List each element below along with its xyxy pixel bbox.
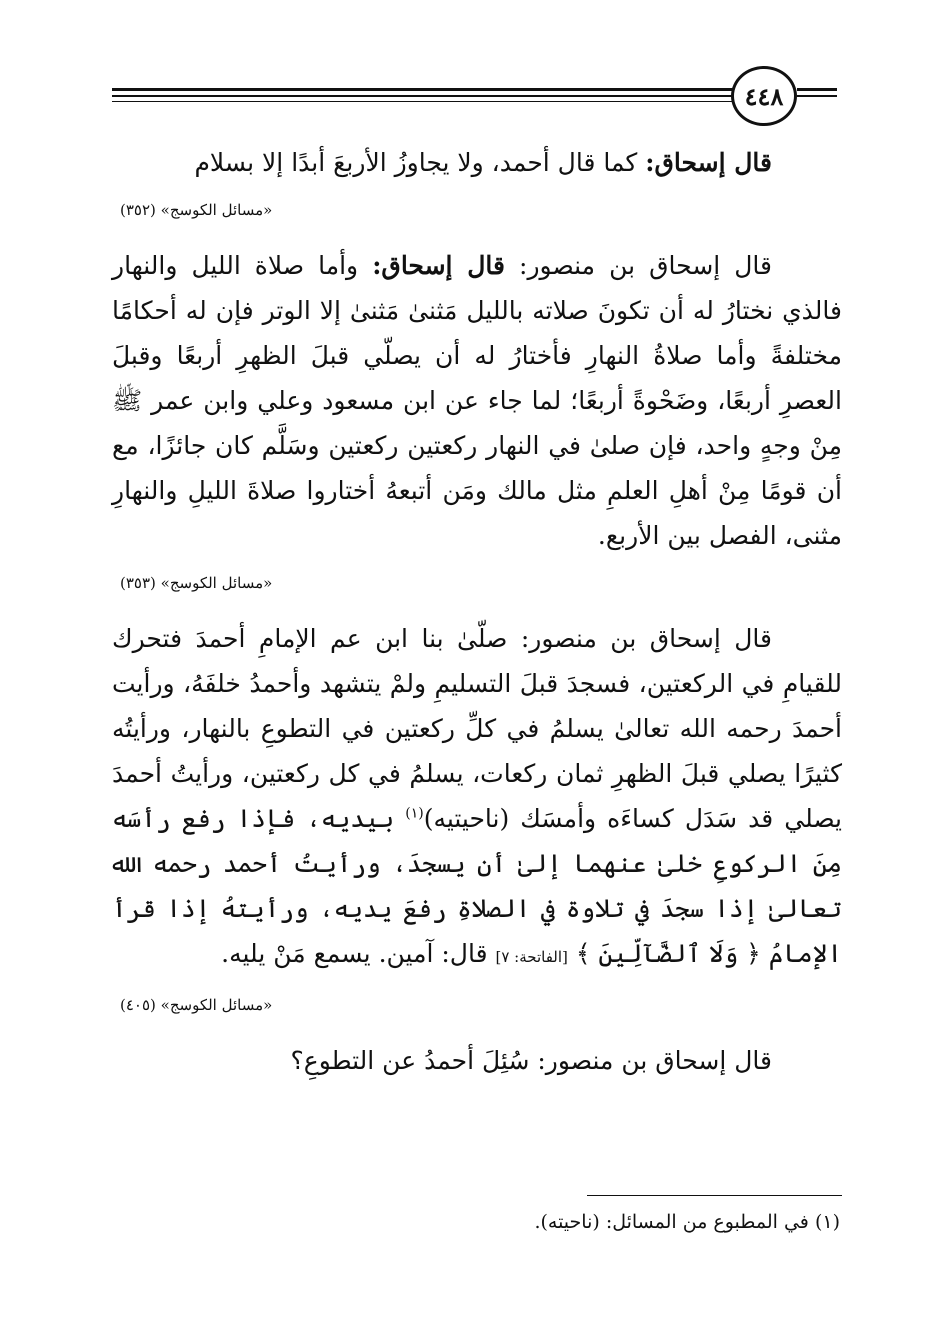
paragraph-text: قال إسحاق بن منصور: سُئِلَ أحمدُ عن التطوعِ؟ xyxy=(290,1046,772,1075)
footnote xyxy=(140,1207,840,1237)
source-citation: «مسائل الكوسج» (٣٥٢) xyxy=(120,201,273,219)
page-header xyxy=(112,58,837,128)
speaker-label: قال إسحاق: xyxy=(372,251,505,280)
verse-reference: [الفاتحة: ٧] xyxy=(495,948,568,966)
page-number: ٤٤٨ xyxy=(731,66,797,126)
paragraph-text: قال: آمين. يسمع مَنْ يليه. xyxy=(221,939,496,968)
speaker-label: قال إسحاق: xyxy=(645,148,772,177)
paragraph-text: قال إسحاق بن منصور: صلّىٰ بنا ابن عم الإمامِ أحمدَ فتحرك للقيامِ في الركعتين، فسجدَ قبلَ التسليمِ ولمْ يتشهد وأحمدُ خلفَهُ، ورأيت أحمدَ رحمه الله تعالىٰ يسلمُ في كلِّ ركعتين في التطوعِ بالنهار، ورأيتُه كثيرًا يصلي قبلَ الظهرِ ثمان ركعات، يسلمُ في كل ركعتين، ورأيتُ أحمدَ يصلي قد سَدَل كساءَه وأمسَك (ناحيتيه) xyxy=(112,624,843,833)
header-rule xyxy=(797,95,837,97)
footnote-marker[interactable]: (١) xyxy=(405,805,424,822)
intro-text: قال إسحاق بن منصور: xyxy=(505,251,772,280)
header-rule xyxy=(112,101,737,102)
footnote-text: في المطبوع من المسائل: (ناحيته). xyxy=(534,1211,809,1233)
header-rule xyxy=(112,95,737,97)
paragraph-text: بيديه، فإذا رفع رأسَه مِنَ الركوعِ خلىٰ عنهما إلىٰ أن يسجدَ، ورأيتُ أحمد رحمه الله تعالىٰ إذا سجدَ في تلاوة في الصلاةِ رفعَ يديه، ورأيتهُ إذا قرأ الإمامُ ﴿ وَلَا ٱلضَّآلِّينَ ﴾ xyxy=(112,804,842,968)
paragraph xyxy=(112,1038,842,1083)
paragraph-text: كما قال أحمد، ولا يجاوزُ الأربعَ أبدًا إلا بسلام xyxy=(194,148,646,177)
paragraph xyxy=(112,616,842,980)
paragraph-text: وأما صلاة الليل والنهار فالذي نختارُ له أن تكونَ صلاته بالليل مَثنىٰ مَثنىٰ إلا الوتر فإن له أحكامًا مختلفةً وأما صلاةُ النهارِ فأختارُ له أن يصلّي قبلَ الظهرِ أربعًا وقبلَ العصرِ أربعًا، وضَحْوةً أربعًا؛ لما جاء عن ابن مسعود وعلي وابن عمر ﷺ مِنْ وجهٍ واحد، فإن صلىٰ في النهار ركعتين ركعتين وسَلَّم كان جائزًا، مع أن قومًا مِنْ أهلِ العلمِ مثل مالك ومَن أتبعهُ أختاروا صلاةَ الليلِ والنهارِ مثنى، الفصل بين الأربع. xyxy=(112,251,842,550)
header-rule xyxy=(112,88,737,91)
footnote-number: (١) xyxy=(814,1211,840,1233)
header-rule xyxy=(797,88,837,91)
page-body xyxy=(112,140,842,1083)
paragraph xyxy=(112,140,842,185)
source-citation: «مسائل الكوسج» (٣٥٣) xyxy=(120,574,273,592)
source-citation: «مسائل الكوسج» (٤٠٥) xyxy=(120,996,273,1014)
paragraph xyxy=(112,243,842,558)
footnote-divider xyxy=(587,1195,842,1196)
